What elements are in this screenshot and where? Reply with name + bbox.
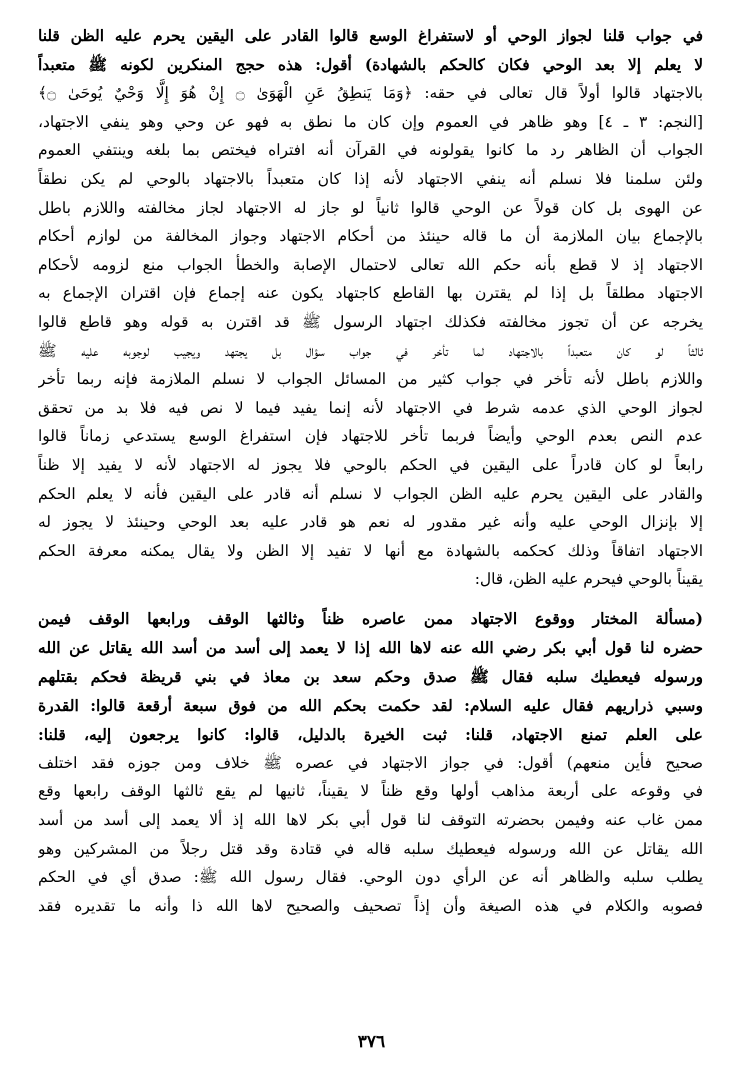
- text-line: الاجتهاد اتفاقاً وذلك كحكمه بالشهادة مع أنها لا تفيد إلا الظن ولا يقال يمكنه معرفة الحكم: [38, 541, 703, 560]
- text-line: [النجم: ٣ ـ ٤] وهو ظاهر في العموم وإن كان ما نطق به فهو عن وحي وهو ينفي الاجتهاد،: [38, 112, 703, 131]
- text-line: (مسألة المختار ووقوع الاجتهاد ممن عاصره ظناً وثالثها الوقف ورابعها الوقف فيمن: [38, 608, 703, 628]
- text-line: في وقوعه على أربعة مذاهب أولها وقع ظناً لا يقيناً، ثانيها لم يقع ثالثها الوقف رابعها وقع: [38, 782, 703, 801]
- text-line: في جواب قلنا لجواز الوحي أو لاستفراغ الوسع قالوا القادر على اليقين يحرم عليه الظن قلنا: [38, 27, 703, 45]
- matn-masala: [38, 604, 703, 749]
- text-line: والقادر على اليقين يحرم عليه الظن الجواب لا نسلم أنه قادر على اليقين فأنه لا يعلم الحكم: [38, 484, 703, 503]
- text-line: ثالثاً لو كان متعبداً بالاجتهاد لما تأخر في جواب سؤال بل يجتهد ويجيب لوجوبه عليه ﷺ: [38, 341, 703, 360]
- page-number: ٣٧٦: [357, 1032, 386, 1052]
- text-line: لا يعلم إلا بعد الوحي فكان كالحكم بالشهادة) أقول: هذه حجج المنكرين لكونه ﷺ متعبداً: [38, 55, 703, 74]
- text-line: صحيح فأين منعهم) أقول: في جواز الاجتهاد في عصره ﷺ خلاف ومن جوزه فقد اختلف: [38, 753, 703, 772]
- text-line: حضره لنا قول أبي بكر رضي الله عنه لاها الله إذا لا يعمد إلى أسد من أسد الله يقاتل عن الله: [38, 637, 703, 657]
- text-line: رابعاً لو كان قادراً على اليقين في الحكم بالوحي فلا يجوز له الاجتهاد لأنه لا يفيد إلا ظناً: [38, 455, 703, 474]
- text-line: ورسوله فيعطيك سلبه فقال ﷺ صدق وحكم سعد بن معاذ في بني قريظة فحكم بقتلهم: [38, 666, 703, 686]
- text-line: يقيناً بالوحي فيحرم عليه الظن، قال:: [474, 570, 703, 589]
- text-line: فصوبه والكلام في هذه الصيغة وأن إذاً تصحيف والصحيح لاها الله ذا وأنه ما تقديره فقد: [38, 896, 703, 915]
- sharh-commentary: [38, 79, 703, 594]
- text-line: الجواب أن الظاهر رد ما كانوا يقولونه في القرآن أنه افتراه فيختص بما بلغه وينتفي العموم: [38, 141, 703, 160]
- text-line: الله يقاتل عن الله ورسوله فيعطيك سلبه قاله في قتادة وقد قتل رجلاً من المشركين وهو: [38, 839, 703, 858]
- text-line: ولئن سلمنا فلا نسلم أنه ينفي الاجتهاد لأنه إذا كان متعبداً بالاجتهاد بالوحي لم يكن نطقاً: [38, 169, 703, 188]
- text-line: يطلب سلبه والظاهر أنه عن الرأي دون الوحي. فقال رسول الله ﷺ: صدق أي في الحكم: [38, 868, 703, 887]
- text-line: عدم النص بعدم الوحي وأيضاً فربما تأخر للاجتهاد فإن استفراغ الوسع يستدعي زماناً قالوا: [38, 427, 703, 446]
- text-line: وسبي ذراريهم فقال عليه السلام: لقد حكمت بحكم الله من فوق سبعة أرقعة قالوا: القدرة: [38, 695, 703, 715]
- text-line: يخرجه عن أن تجوز مخالفته فكذلك اجتهاد الرسول ﷺ قد اقترن به قوله وهو قاطع قالوا: [38, 312, 703, 331]
- text-line: واللازم باطل لأنه تأخر في جواب كثير من المسائل الجواب لا نسلم الملازمة فإنه ربما تأخر: [38, 370, 703, 389]
- matn-heading-continuation: [38, 22, 703, 79]
- text-line: لجواز الوحي الذي عدمه شرط في الاجتهاد لأنه إنما يفيد فيما لا نص فيه فلا بد من تحقق: [38, 398, 703, 417]
- text-line: الاجتهاد مطلقاً بل إذا لم يقترن بها القاطع كاجتهاد يكون عنه إجماع فإن اقتران الإجماع به: [38, 284, 703, 303]
- text-line: بالإجماع بيان الملازمة أن ما قاله حينئذ من أحكام الاجتهاد وجواز المخالفة من لوازم أحكام: [38, 227, 703, 246]
- text-line: على العلم تمنع الاجتهاد، قلنا: ثبت الخيرة بالدليل، قالوا: كانوا يرجعون إليه، قلنا:: [38, 724, 703, 744]
- text-line: إلا بإنزال الوحي عليه وأنه غير مقدور له نعم هو قادر عليه بعد الوحي وحينئذ لا يجوز له: [38, 513, 703, 532]
- text-line: بالاجتهاد قالوا أولاً قال تعالى في حقه: ﴿وَمَا يَنطِقُ عَنِ الْهَوَىٰ ۝ إِنْ هُوَ إِلَّا وَحْيٌ يُوحَىٰ ۝﴾: [38, 84, 703, 103]
- sharh-commentary-2: [38, 749, 703, 921]
- text-line: الاجتهاد إذ لا قطع بأنه حكم الله تعالى لاحتمال الإصابة والخطأ الجواب منع لزومه لأحكام: [38, 255, 703, 274]
- text-line: عن الهوى بل كان قولاً عن الوحي قالوا ثانياً لو جاز له الاجتهاد لجاز مخالفته واللازم باطل: [38, 198, 703, 217]
- text-line: ممن غاب عنه وفيمن بحضرته التوقف لنا قول أبي بكر لاها الله إذ ألا يعمد إلى أسد من أسد: [38, 811, 703, 830]
